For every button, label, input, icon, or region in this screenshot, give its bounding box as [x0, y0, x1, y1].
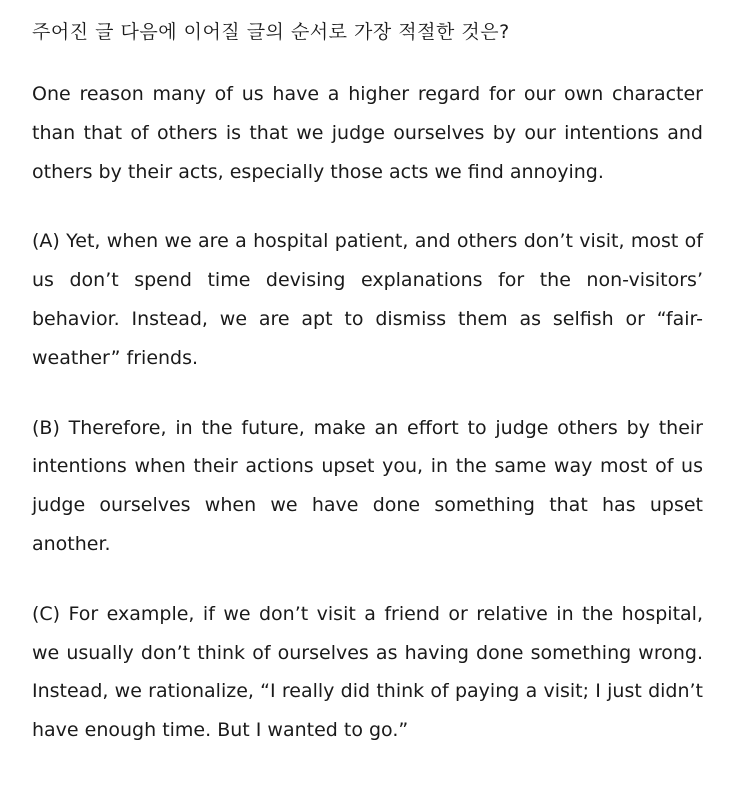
paragraph-a: (A) Yet, when we are a hospital patient, and others don’t visit, most of us don’t spend time devising explanations for the non-visitors’ behavior. Instead, we are apt to dismiss them as selfish or “fair-weather” friends. [32, 230, 703, 369]
intro-passage: One reason many of us have a higher regard for our own character than that of others is that we judge ourselves by our intentions and others by their acts, especially those acts we find annoying. [32, 83, 703, 183]
paragraph-b: (B) Therefore, in the future, make an effort to judge others by their intentions when their actions upset you, in the same way most of us judge ourselves when we have done something that has upset another. [32, 416, 703, 555]
paragraph-c: (C) For example, if we don’t visit a friend or relative in the hospital, we usually don’t think of ourselves as having done something wrong. Instead, we rationalize, “I really did think of paying a visit; I just didn’t have enough time. But I wanted to go.” [32, 602, 703, 742]
question-prompt: 주어진 글 다음에 이어질 글의 순서로 가장 적절한 것은? [32, 21, 510, 43]
